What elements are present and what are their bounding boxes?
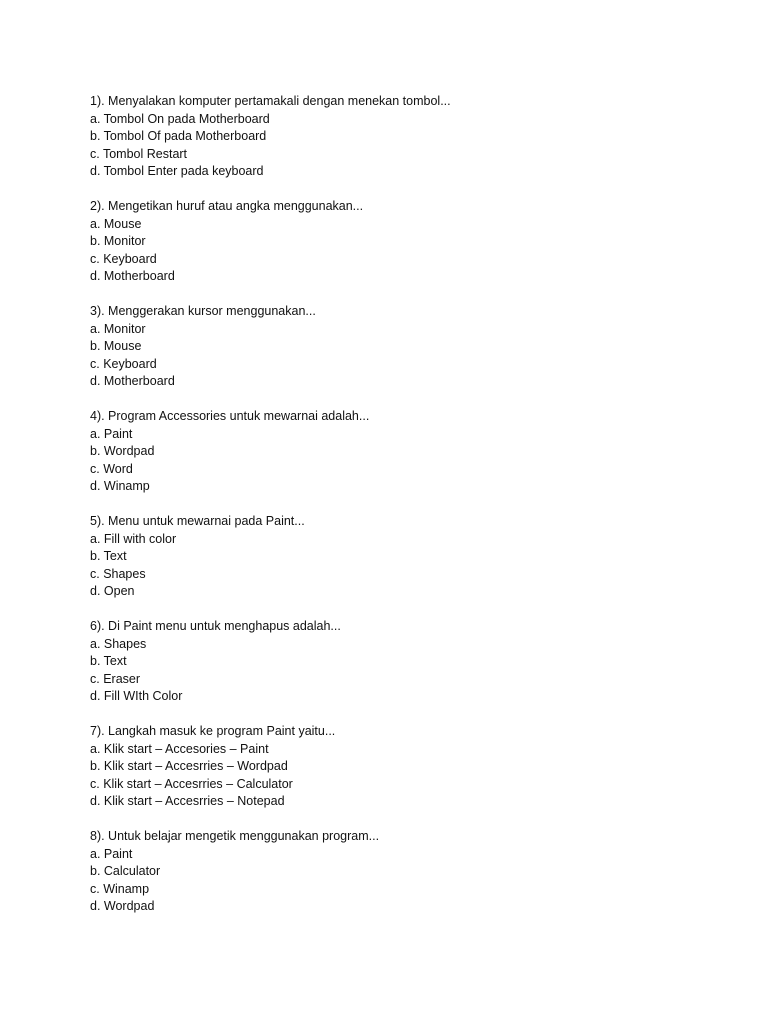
- answer-option-a: a. Shapes: [90, 636, 147, 651]
- answer-option-c: c. Winamp: [90, 881, 150, 896]
- answer-option-b: b. Mouse: [90, 339, 142, 353]
- question-prompt: 3). Menggerakan kursor menggunakan...: [90, 304, 316, 318]
- answer-option-d: d. Wordpad: [90, 899, 155, 913]
- answer-option-d: d. Motherboard: [90, 374, 175, 388]
- answer-option-b: b. Text: [90, 549, 127, 563]
- answer-option-c: c. Keyboard: [90, 356, 157, 371]
- answer-option-c: c. Tombol Restart: [90, 146, 188, 161]
- question-8: [90, 828, 730, 916]
- answer-option-d: d. Tombol Enter pada keyboard: [90, 164, 264, 178]
- answer-option-a: a. Paint: [90, 846, 133, 861]
- answer-option-a: a. Monitor: [90, 321, 146, 336]
- answer-option-b: b. Text: [90, 654, 127, 668]
- question-prompt: 5). Menu untuk mewarnai pada Paint...: [90, 514, 305, 528]
- answer-option-a: a. Tombol On pada Motherboard: [90, 111, 270, 126]
- question-6: [90, 618, 730, 706]
- question-3: [90, 303, 730, 391]
- question-prompt: 1). Menyalakan komputer pertamakali dengan menekan tombol...: [90, 94, 451, 108]
- question-4: [90, 408, 730, 496]
- question-prompt: 7). Langkah masuk ke program Paint yaitu...: [90, 724, 336, 738]
- answer-option-b: b. Monitor: [90, 234, 146, 248]
- quiz-list: [90, 93, 730, 933]
- answer-option-c: c. Word: [90, 461, 133, 476]
- answer-option-d: d. Open: [90, 584, 135, 598]
- question-2: [90, 198, 730, 286]
- answer-option-d: d. Motherboard: [90, 269, 175, 283]
- question-1: [90, 93, 730, 181]
- answer-option-a: a. Paint: [90, 426, 133, 441]
- answer-option-c: c. Shapes: [90, 566, 146, 581]
- answer-option-c: c. Klik start – Accesrries – Calculator: [90, 776, 293, 791]
- question-prompt: 2). Mengetikan huruf atau angka menggunakan...: [90, 199, 364, 213]
- question-prompt: 8). Untuk belajar mengetik menggunakan program...: [90, 829, 380, 843]
- answer-option-a: a. Mouse: [90, 216, 142, 231]
- answer-option-d: d. Fill WIth Color: [90, 689, 183, 703]
- answer-option-b: b. Tombol Of pada Motherboard: [90, 129, 267, 143]
- answer-option-d: d. Klik start – Accesrries – Notepad: [90, 794, 285, 808]
- answer-option-d: d. Winamp: [90, 479, 150, 493]
- answer-option-b: b. Wordpad: [90, 444, 155, 458]
- question-7: [90, 723, 730, 811]
- answer-option-a: a. Fill with color: [90, 531, 177, 546]
- answer-option-b: b. Calculator: [90, 864, 161, 878]
- answer-option-c: c. Eraser: [90, 671, 141, 686]
- answer-option-c: c. Keyboard: [90, 251, 157, 266]
- question-5: [90, 513, 730, 601]
- question-prompt: 6). Di Paint menu untuk menghapus adalah...: [90, 619, 341, 633]
- answer-option-a: a. Klik start – Accesories – Paint: [90, 741, 269, 756]
- answer-option-b: b. Klik start – Accesrries – Wordpad: [90, 759, 288, 773]
- question-prompt: 4). Program Accessories untuk mewarnai adalah...: [90, 409, 370, 423]
